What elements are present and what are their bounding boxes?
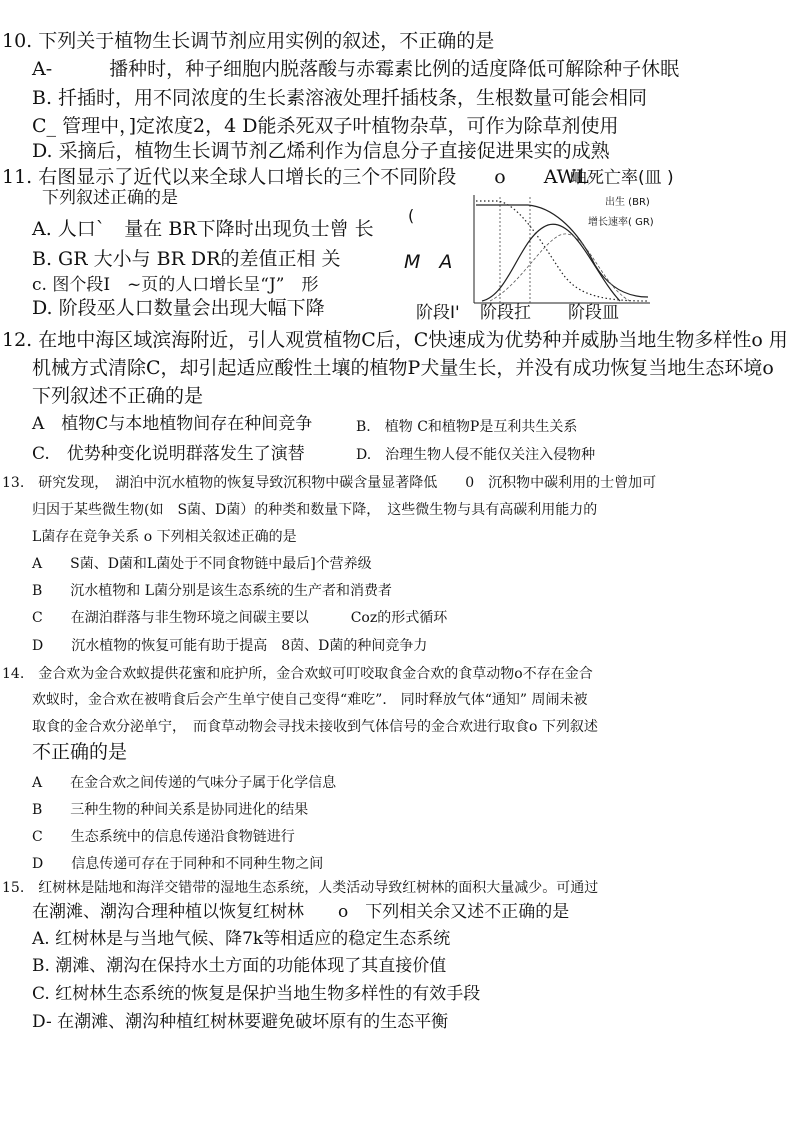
q10-option-b: B. 扦插时，用不同浓度的生长素溶液处理扦插枝条，生根数量可能会相同 bbox=[32, 87, 648, 109]
q12-stem: 12. 在地中海区域滨海附近，引人观赏植物C后，C快速成为优势种并威胁当地生物多样性o 用 bbox=[2, 329, 788, 351]
q11-option-d: D. 阶段巫人口数量会出现大幅下降 bbox=[32, 297, 325, 319]
legend-growth-rate: 增长速率( GR) bbox=[588, 217, 654, 228]
q11-option-a: A. 人口` 量在 BR下降时出现负士曾 长 bbox=[32, 218, 374, 240]
q12-option-a: A 植物C与本地植物间存在种间竞争 bbox=[32, 414, 313, 434]
figure-top-label: 岫死亡率(皿 ) bbox=[570, 168, 674, 188]
q13-stem-line3: L菌存在竞争关系 o 下列相关叙述正确的是 bbox=[32, 529, 297, 545]
q15-option-b: B. 潮滩、潮沟在保持水土方面的功能体现了其直接价值 bbox=[32, 956, 447, 976]
q11-stem: 11. 右图显示了近代以来全球人口增长的三个不同阶段 o AWL bbox=[2, 166, 589, 188]
q15-option-a: A. 红树林是与当地气候、降7k等相适应的稳定生态系统 bbox=[32, 929, 451, 949]
q14-stem-line3: 取食的金合欢分泌单宁， 而食草动物会寻找未接收到气体信号的金合欢进行取食o 下列叙述 bbox=[32, 719, 598, 735]
q13-stem: 13. 研究发现， 湖泊中沉水植物的恢复导致沉积物中碳含量显著降低 0 沉积物中碳利用的士曾加可 bbox=[2, 475, 657, 491]
q10-stem: 10. 下列关于植物生长调节剂应用实例的叙述，不正确的是 bbox=[2, 30, 495, 52]
q11-option-b: B. GR 大小与 BR DR的差值正相 关 bbox=[32, 248, 341, 270]
q15-option-d: D- 在潮滩、潮沟种植红树林要避免破坏原有的生态平衡 bbox=[32, 1012, 449, 1032]
stage-label-2: 阶段扛 bbox=[480, 303, 531, 323]
population-stage-figure bbox=[400, 165, 690, 325]
q13-option-c: C 在湖泊群落与非生物环境之间碳主要以 Coz的形式循环 bbox=[32, 610, 448, 626]
q14-option-c: C 生态系统中的信息传递沿食物链进行 bbox=[32, 829, 295, 845]
q14-option-b: B 三种生物的种间关系是协同进化的结果 bbox=[32, 802, 309, 818]
q13-option-d: D 沉水植物的恢复可能有助于提高 8茵、D菌的种间竞争力 bbox=[32, 638, 428, 654]
q10-option-c: C_ 管理中，]定浓度2，4 D能杀死双子叶植物杂草，可作为除草剂使用 bbox=[32, 115, 619, 137]
figure-left-paren: ( bbox=[408, 206, 415, 225]
q13-option-a: A S菌、D菌和L菌处于不同食物链中最后]个营养级 bbox=[32, 556, 372, 572]
q14-stem-line2: 欢蚁时，金合欢在被啃食后会产生单宁使自己变得“难吃”． 同时释放气体“通知” 周闹未被 bbox=[32, 692, 588, 708]
q15-option-c: C. 红树林生态系统的恢复是保护当地生物多样性的有效手段 bbox=[32, 984, 481, 1004]
q10-option-d: D. 采摘后，植物生长调节剂乙烯利作为信息分子直接促进果实的成熟 bbox=[32, 140, 610, 162]
q12-stem-line3: 下列叙述不正确的是 bbox=[32, 385, 204, 407]
legend-birth-rate: 出生 (BR) bbox=[605, 197, 650, 208]
q11-stem-line2: 下列叙述正确的是 bbox=[42, 188, 178, 208]
q14-option-d: D 信息传递可存在于同种和不同种生物之间 bbox=[32, 856, 324, 872]
q12-option-b: B. 植物 C和植物P是互利共生关系 bbox=[356, 419, 578, 435]
q12-stem-line2: 机械方式清除C，却引起适应酸性土壤的植物P犬量生长，并没有成功恢复当地生态环境o bbox=[32, 357, 774, 379]
stage-label-3: 阶段皿 bbox=[568, 303, 619, 323]
q15-stem-line2: 在潮滩、潮沟合理种植以恢复红树林 o 下列相关余又述不正确的是 bbox=[32, 902, 570, 922]
q10-option-a: A- 播种时，种子细胞内脱落酸与赤霉素比例的适度降低可解除种子休眠 bbox=[32, 58, 680, 80]
q12-option-c: C. 优势种变化说明群落发生了演替 bbox=[32, 444, 305, 464]
growth-rate-dashed bbox=[490, 234, 630, 301]
q15-stem: 15. 红树林是陆地和海洋交错带的湿地生态系统，人类活动导致红树林的面积大量减少。可通过 bbox=[2, 880, 599, 896]
q11-option-c: c. 图个段I ~页的人口增长呈“J” 形 bbox=[32, 275, 319, 295]
q13-stem-line2: 归因于某些微生物(如 S菌、D菌）的种类和数量下降， 这些微生物与具有高碳利用能力的 bbox=[32, 502, 598, 518]
q13-option-b: B 沉水植物和 L菌分别是该生态系统的生产者和消费者 bbox=[32, 583, 393, 599]
growth-rate-curve bbox=[482, 224, 620, 301]
q12-option-d: D. 治理生物人侵不能仅关注入侵物种 bbox=[356, 447, 596, 463]
q14-stem-line4: 不正确的是 bbox=[32, 741, 128, 763]
stage-label-1: 阶段I' bbox=[416, 303, 460, 323]
figure-y-letters: M A bbox=[404, 251, 453, 273]
q14-option-a: A 在金合欢之间传递的气味分子属于化学信息 bbox=[32, 775, 337, 791]
q14-stem: 14. 金合欢为金合欢蚁提供花蜜和庇护所，金合欢蚁可叮咬取食金合欢的食草动物o不存在金合 bbox=[2, 666, 593, 682]
